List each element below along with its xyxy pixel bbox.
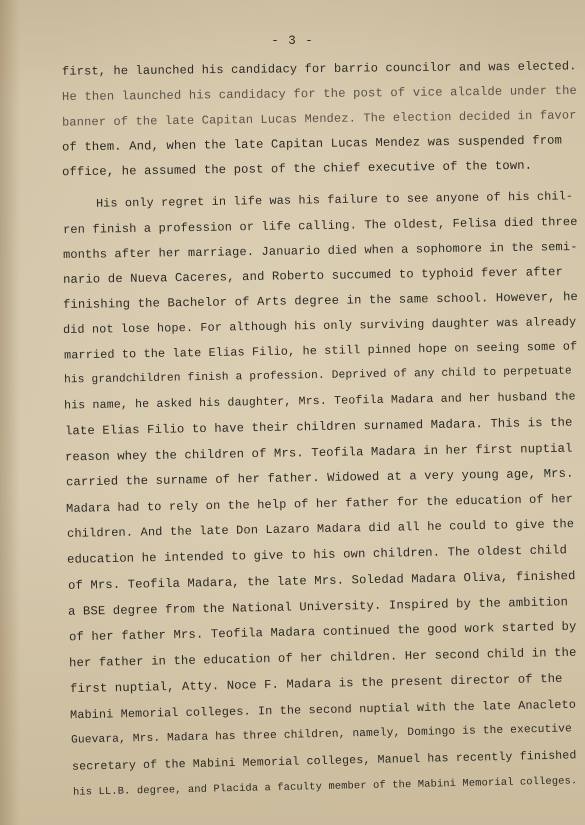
text-line-29: his LL.B. degree, and Placida a faculty member of the Mabini Memorial colleges.	[72, 775, 578, 799]
text-line-15: late Elias Filio to have their children surnamed Madara. This is the	[64, 415, 573, 439]
text-line-13: his grandchildren finish a profession. Deprived of any child to perpetuate	[63, 365, 572, 387]
text-line-5: office, he assumed the post of the chief executive of the town.	[61, 158, 533, 180]
text-line-1: first, he launched his candidacy for barrio councilor and was elected.	[61, 59, 577, 79]
text-line-21: of Mrs. Teofila Madara, the late Mrs. Soledad Madara Oliva, finished	[67, 569, 576, 593]
text-line-22: a BSE degree from the National University. Inspired by the ambition	[67, 595, 569, 619]
text-line-8: months after her marriage. Januario died when a sophomore in the semi-	[62, 239, 578, 263]
text-line-11: did not lose hope. For although his only surviving daughter was already	[62, 314, 577, 338]
page-edge-shadow	[0, 0, 20, 825]
text-line-20: education he intended to give to his own children. The oldest child	[66, 543, 568, 567]
text-line-25: first nuptial, Atty. Noce F. Madara is the present director of the	[69, 671, 563, 697]
page-number: - 3 -	[271, 34, 314, 48]
text-line-24: her father in the education of her children. Her second child in the	[68, 645, 577, 671]
text-line-10: finishing the Bachelor of Arts degree in the same school. However, he	[62, 289, 579, 313]
text-line-28: secretary of the Mabini Memorial colleges, Manuel has recently finished	[71, 749, 577, 774]
text-line-9: nario de Nueva Caceres, and Roberto succumed to typhoid fever after	[62, 265, 564, 287]
text-line-27: Guevara, Mrs. Madara has three children, namely, Domingo is the executive	[70, 723, 573, 747]
text-line-2: He then launched his candidacy for the post of vice alcalde under the	[61, 83, 578, 105]
text-line-26: Mabini Memorial colleges. In the second nuptial with the late Anacleto	[69, 697, 577, 723]
text-line-7: ren finish a profession or life calling. The oldest, Felisa died three	[62, 214, 578, 238]
text-line-18: Madara had to rely on the help of her father for the education of her	[65, 492, 574, 516]
text-line-4: of them. And, when the late Capitan Lucas Mendez was suspended from	[61, 133, 563, 155]
text-line-19: children. And the late Don Lazaro Madara did all he could to give the	[66, 517, 575, 541]
text-line-12: married to the late Elias Filio, he still pinned hope on seeing some of	[63, 339, 578, 363]
text-line-16: reason whey the children of Mrs. Teofila Madara in her first nuptial	[64, 441, 573, 465]
text-line-3: banner of the late Capitan Lucas Mendez. The election decided in favor	[61, 108, 577, 130]
text-line-14: his name, he asked his daughter, Mrs. Teofila Madara and her husband the	[63, 390, 576, 413]
text-line-17: carried the surname of her father. Widowed at a very young age, Mrs.	[65, 466, 574, 490]
text-line-6: His only regret in life was his failure to see anyone of his chil-	[95, 189, 574, 211]
text-line-23: of her father Mrs. Teofila Madara continued the good work started by	[68, 619, 577, 645]
